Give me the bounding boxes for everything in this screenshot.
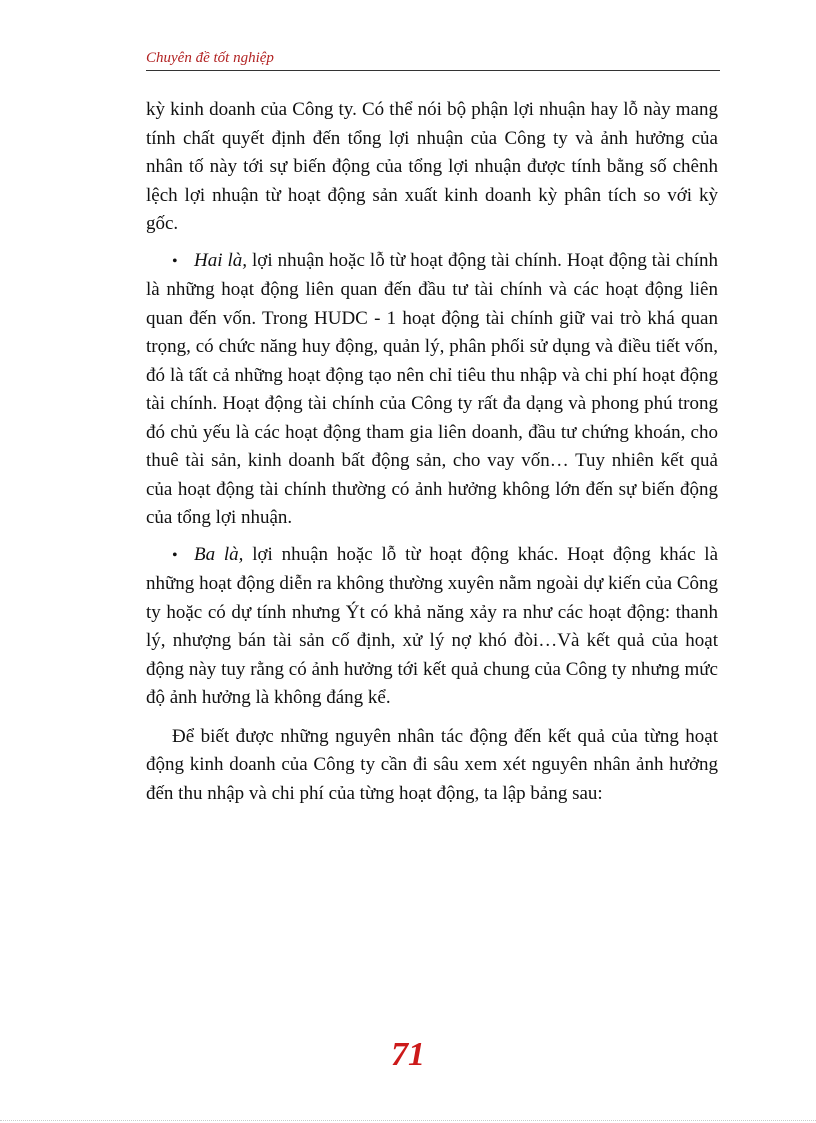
bullet-icon: • <box>172 252 178 270</box>
bullet-lead: Ba là, <box>194 543 244 565</box>
paragraph-conclusion: Để biết được những nguyên nhân tác động đến kết quả của từng hoạt động kinh doanh của Công ty cần đi sâu xem xét nguyên nhân ảnh hưởng đến thu nhập và chi phí của từng hoạt động, ta lập bảng sau: <box>146 725 718 804</box>
page-header <box>146 48 720 71</box>
bullet-lead: Hai là, <box>194 249 248 271</box>
bullet-item-other <box>146 541 718 713</box>
page-number: 71 <box>391 1036 425 1073</box>
bullet-icon: • <box>172 546 178 564</box>
footer-divider <box>0 1120 816 1121</box>
bullet-text: lợi nhuận hoặc lỗ từ hoạt động khác. Hoạt động khác là những hoạt động diễn ra không thường xuyên nằm ngoài dự kiến của Công ty hoặc có dự tính nhưng Ýt có khả năng xảy ra như các hoạt động: thanh lý, nhượng bán tài sản cố định, xử lý nợ khó đòi…Và kết quả của hoạt động này tuy rằng có ảnh hưởng tới kết quả chung của Công ty nhưng mức độ ảnh hưởng là không đáng kể. <box>146 543 718 708</box>
header-title: Chuyên đề tốt nghiệp <box>146 50 274 66</box>
bullet-item-financial <box>146 247 718 533</box>
document-body <box>146 96 718 808</box>
paragraph-continuation: kỳ kinh doanh của Công ty. Có thể nói bộ phận lợi nhuận hay lỗ này mang tính chất quyết định đến tổng lợi nhuận của Công ty và ảnh hưởng của nhân tố này tới sự biến động của tổng lợi nhuận được tính bằng số chênh lệch lợi nhuận từ hoạt động sản xuất kinh doanh kỳ phân tích so với kỳ gốc. <box>146 99 718 234</box>
bullet-text: lợi nhuận hoặc lỗ từ hoạt động tài chính. Hoạt động tài chính là những hoạt động liên quan đến đầu tư tài chính và các hoạt động liên quan đến vốn. Trong HUDC - 1 hoạt động tài chính giữ vai trò khá quan trọng, có chức năng huy động, quản lý, phân phối sử dụng và điều tiết vốn, đó là tất cả những hoạt động tạo nên chỉ tiêu thu nhập và chi phí hoạt động tài chính. Hoạt động tài chính của Công ty rất đa dạng và phong phú trong đó chủ yếu là các hoạt động tham gia liên doanh, đầu tư chứng khoán, cho thuê tài sản, kinh doanh bất động sản, cho vay vốn… Tuy nhiên kết quả của hoạt động tài chính thường có ảnh hưởng không lớn đến sự biến động của tổng lợi nhuận. <box>146 249 719 528</box>
